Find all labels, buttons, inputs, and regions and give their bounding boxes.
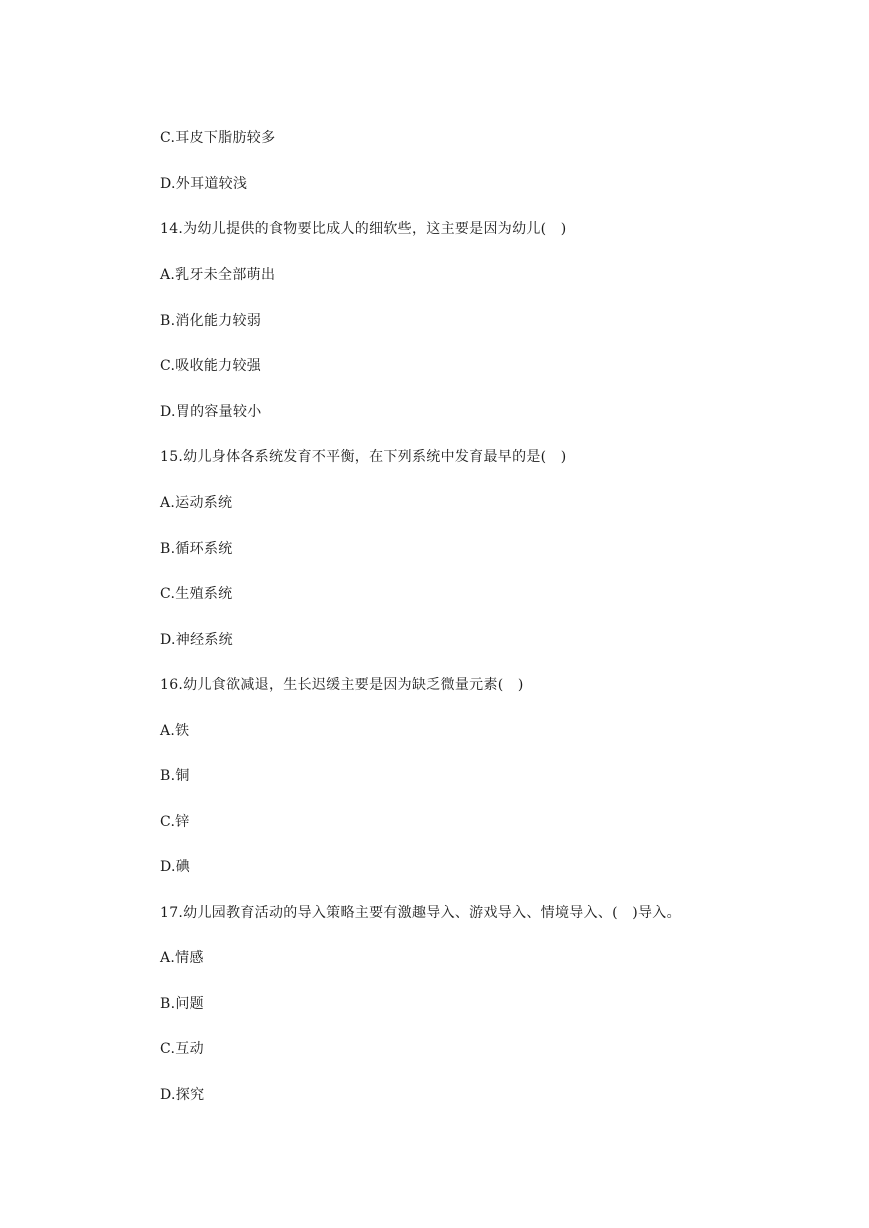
- option-a-q17: A.情感: [160, 950, 204, 966]
- option-c-q15: C.生殖系统: [160, 586, 233, 602]
- option-d-q16: D.碘: [160, 859, 191, 875]
- option-c-q14: C.吸收能力较强: [160, 358, 262, 374]
- option-b-q14: B.消化能力较弱: [160, 313, 262, 329]
- option-d-q15: D.神经系统: [160, 632, 233, 648]
- option-a-q16: A.铁: [160, 723, 190, 739]
- question-15: 15.幼儿身体各系统发育不平衡，在下列系统中发育最早的是( ): [160, 449, 567, 465]
- question-14: 14.为幼儿提供的食物要比成人的细软些，这主要是因为幼儿( ): [160, 221, 567, 237]
- option-b-q17: B.问题: [160, 996, 204, 1012]
- option-d-q17: D.探究: [160, 1087, 205, 1103]
- option-b-q15: B.循环系统: [160, 541, 233, 557]
- option-c-q16: C.锌: [160, 814, 190, 830]
- question-16: 16.幼儿食欲减退，生长迟缓主要是因为缺乏微量元素( ): [160, 677, 524, 693]
- option-a-q14: A.乳牙未全部萌出: [160, 267, 276, 283]
- option-b-q16: B.铜: [160, 768, 190, 784]
- option-c-q13: C.耳皮下脂肪较多: [160, 130, 276, 146]
- option-d-q14: D.胃的容量较小: [160, 404, 262, 420]
- question-17: 17.幼儿园教育活动的导入策略主要有激趣导入、游戏导入、情境导入、( )导入。: [160, 905, 681, 921]
- option-d-q13: D.外耳道较浅: [160, 176, 248, 192]
- option-a-q15: A.运动系统: [160, 495, 233, 511]
- option-c-q17: C.互动: [160, 1041, 204, 1057]
